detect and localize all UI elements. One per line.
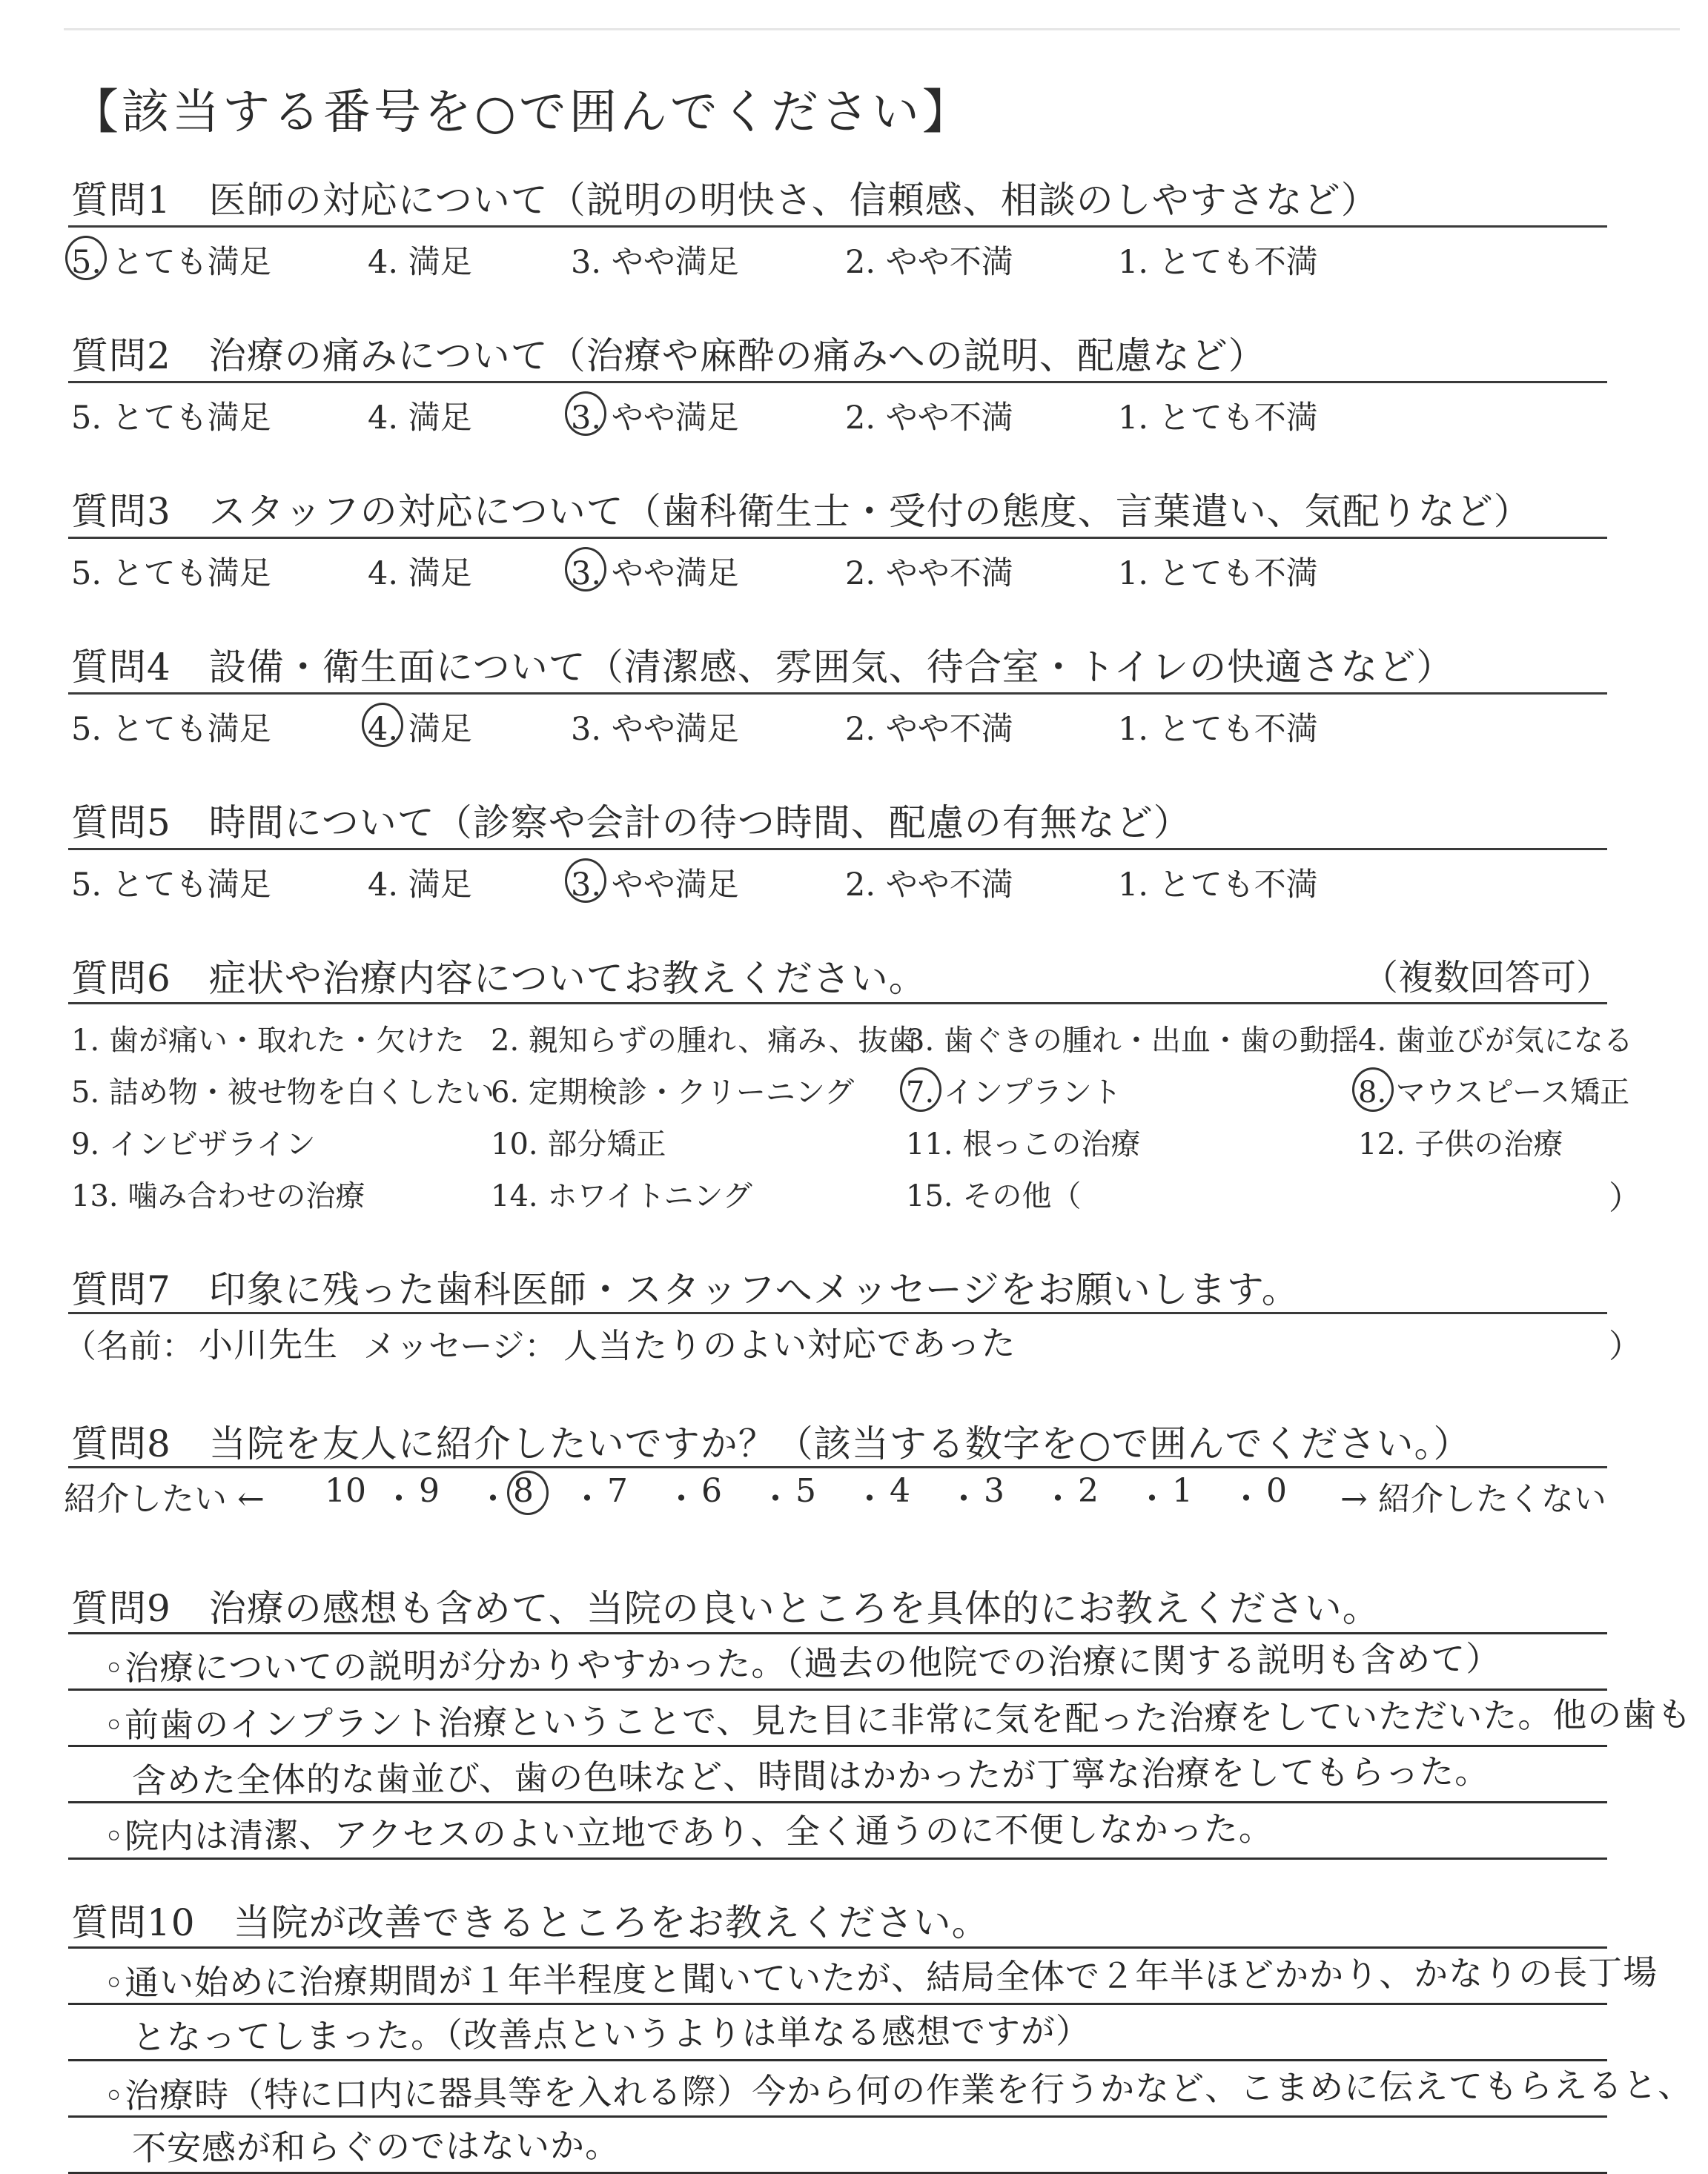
q6-option-13[interactable]: 13. 噛み合わせの治療 bbox=[71, 1179, 365, 1213]
q6-option-1[interactable]: 1. 歯が痛い・取れた・欠けた bbox=[71, 1024, 465, 1058]
q9-line-1: ◦治療についての説明が分かりやすかった。（過去の他院での治療に関する説明も含めて） bbox=[103, 1638, 1501, 1689]
q5-rule bbox=[68, 848, 1607, 850]
q6-rule bbox=[68, 1002, 1607, 1004]
q7-rule bbox=[68, 1312, 1607, 1314]
q2-option-3[interactable]: 3. やや満足 bbox=[571, 393, 739, 438]
q9-ruled-line bbox=[68, 1689, 1607, 1691]
q5-option-3[interactable]: 3. やや満足 bbox=[571, 860, 739, 905]
q3-rule bbox=[68, 537, 1607, 539]
q10-ruled-line bbox=[68, 2115, 1607, 2118]
q6-option-2[interactable]: 2. 親知らずの腫れ、痛み、抜歯 bbox=[491, 1024, 918, 1058]
q6-multi-note: （複数回答可） bbox=[1363, 957, 1612, 998]
q8-title: 質問8 当院を友人に紹介したいですか？（該当する数字を○で囲んでください。） bbox=[71, 1422, 1472, 1465]
q8-scale-separator: ・ bbox=[1230, 1480, 1262, 1518]
q6-option-9[interactable]: 9. インビザライン bbox=[71, 1127, 316, 1161]
q8-rule bbox=[68, 1466, 1607, 1468]
q9-ruled-line bbox=[68, 1801, 1607, 1803]
q6-option-4[interactable]: 4. 歯並びが気になる bbox=[1358, 1024, 1633, 1058]
q10-ruled-line bbox=[68, 2059, 1607, 2061]
q8-scale-3[interactable]: 3 bbox=[984, 1472, 1004, 1510]
q8-scale-separator: ・ bbox=[665, 1480, 698, 1518]
q4-title: 質問4 設備・衛生面について（清潔感、雰囲気、待合室・トイレの快適さなど） bbox=[71, 646, 1454, 689]
q8-scale-6[interactable]: 6 bbox=[701, 1472, 722, 1510]
q9-ruled-line bbox=[68, 1632, 1607, 1634]
q8-scale-separator: ・ bbox=[1042, 1480, 1074, 1518]
q1-rule bbox=[68, 225, 1607, 228]
q8-scale-10[interactable]: 10 bbox=[325, 1472, 366, 1510]
q8-scale-separator: ・ bbox=[477, 1480, 509, 1518]
q1-option-2[interactable]: 2. やや不満 bbox=[845, 244, 1013, 281]
q6-option-14[interactable]: 14. ホワイトニング bbox=[491, 1179, 752, 1213]
q10-line-3: ◦治療時（特に口内に器具等を入れる際）今から何の作業を行うかなど、こまめに伝えてもらえると、 bbox=[103, 2064, 1693, 2116]
q8-scale-0[interactable]: 0 bbox=[1266, 1472, 1287, 1510]
q5-option-2[interactable]: 2. やや不満 bbox=[845, 866, 1013, 904]
q8-left-label: 紹介したい ← bbox=[64, 1480, 265, 1518]
q9-line-3: 含めた全体的な歯並び、歯の色味など、時間はかかったが丁寧な治療をしてもらった。 bbox=[131, 1751, 1490, 1801]
q3-option-1[interactable]: 1. とても不満 bbox=[1118, 555, 1318, 592]
survey-heading: 【該当する番号を○で囲んでください】 bbox=[71, 85, 973, 140]
q3-option-4[interactable]: 4. 満足 bbox=[368, 555, 472, 592]
q2-option-5[interactable]: 5. とても満足 bbox=[71, 400, 271, 437]
q8-scale-separator: ・ bbox=[947, 1480, 980, 1518]
q8-scale-8[interactable]: 8 bbox=[513, 1472, 534, 1510]
q10-line-1: ◦通い始めに治療期間が１年半程度と聞いていたが、結局全体で２年半ほどかかり、かなりの長丁場 bbox=[103, 1952, 1658, 2004]
q4-option-2[interactable]: 2. やや不満 bbox=[845, 711, 1013, 748]
q1-option-4[interactable]: 4. 満足 bbox=[368, 244, 472, 281]
q7-name-label: （名前： bbox=[64, 1328, 194, 1365]
q7-name-value: 小川先生 bbox=[198, 1324, 339, 1365]
q4-option-1[interactable]: 1. とても不満 bbox=[1118, 711, 1318, 748]
q8-scale-separator: ・ bbox=[853, 1480, 886, 1518]
q8-right-label: → 紹介したくない bbox=[1340, 1480, 1606, 1518]
q8-scale-9[interactable]: 9 bbox=[419, 1472, 440, 1510]
q6-option-10[interactable]: 10. 部分矯正 bbox=[491, 1127, 666, 1161]
top-divider bbox=[64, 28, 1680, 30]
q6-option-7[interactable]: 7. インプラント bbox=[906, 1069, 1122, 1111]
q1-option-3[interactable]: 3. やや満足 bbox=[571, 244, 739, 281]
q8-scale-separator: ・ bbox=[383, 1480, 415, 1518]
q2-option-4[interactable]: 4. 満足 bbox=[368, 400, 472, 437]
q9-line-4: ◦院内は清潔、アクセスのよい立地であり、全く通うのに不便しなかった。 bbox=[103, 1808, 1274, 1857]
q4-rule bbox=[68, 692, 1607, 695]
q6-option-15[interactable]: 15. その他（ bbox=[906, 1179, 1082, 1213]
q6-option-11[interactable]: 11. 根っこの治療 bbox=[906, 1127, 1141, 1161]
q5-option-5[interactable]: 5. とても満足 bbox=[71, 866, 271, 904]
q5-option-1[interactable]: 1. とても不満 bbox=[1118, 866, 1318, 904]
q10-title: 質問10 当院が改善できるところをお教えください。 bbox=[71, 1901, 990, 1944]
q7-title: 質問7 印象に残った歯科医師・スタッフへメッセージをお願いします。 bbox=[71, 1268, 1300, 1311]
q7-message-label: メッセージ： bbox=[363, 1328, 557, 1365]
q6-option-6[interactable]: 6. 定期検診・クリーニング bbox=[491, 1076, 855, 1110]
q2-title: 質問2 治療の痛みについて（治療や麻酔の痛みへの説明、配慮など） bbox=[71, 334, 1266, 377]
q10-ruled-line bbox=[68, 1946, 1607, 1949]
q2-rule bbox=[68, 381, 1607, 383]
q8-scale-separator: ・ bbox=[759, 1480, 792, 1518]
q1-title: 質問1 医師の対応について（説明の明快さ、信頼感、相談のしやすさなど） bbox=[71, 179, 1379, 222]
q9-ruled-line bbox=[68, 1745, 1607, 1747]
q9-ruled-line bbox=[68, 1857, 1607, 1860]
q3-title: 質問3 スタッフの対応について（歯科衛生士・受付の態度、言葉遣い、気配りなど） bbox=[71, 490, 1532, 533]
q8-scale-1[interactable]: 1 bbox=[1172, 1472, 1193, 1510]
q6-option-3[interactable]: 3. 歯ぐきの腫れ・出血・歯の動揺 bbox=[906, 1024, 1359, 1058]
q4-option-3[interactable]: 3. やや満足 bbox=[571, 711, 739, 748]
q6-option-5[interactable]: 5. 詰め物・被せ物を白くしたい bbox=[71, 1076, 494, 1110]
q8-scale-separator: ・ bbox=[571, 1480, 603, 1518]
q7-message-value: 人当たりのよい対応であった bbox=[563, 1322, 1016, 1367]
q10-line-4: 不安感が和らぐのではないか。 bbox=[131, 2124, 620, 2169]
q5-option-4[interactable]: 4. 満足 bbox=[368, 866, 472, 904]
q3-option-5[interactable]: 5. とても満足 bbox=[71, 555, 271, 592]
q3-option-2[interactable]: 2. やや不満 bbox=[845, 555, 1013, 592]
q2-option-1[interactable]: 1. とても不満 bbox=[1118, 400, 1318, 437]
q9-line-2: ◦前歯のインプラント治療ということで、見た目に非常に気を配った治療をしていただいた。他の歯も bbox=[103, 1694, 1692, 1746]
q10-line-2: となってしまった。（改善点というよりは単なる感想ですが） bbox=[131, 2010, 1091, 2058]
q8-scale-4[interactable]: 4 bbox=[890, 1472, 910, 1510]
q8-scale-separator: ・ bbox=[1136, 1480, 1168, 1518]
q5-title: 質問5 時間について（診察や会計の待つ時間、配慮の有無など） bbox=[71, 801, 1191, 844]
q6-option-8[interactable]: 8. マウスピース矯正 bbox=[1358, 1069, 1629, 1111]
q9-title: 質問9 治療の感想も含めて、当院の良いところを具体的にお教えください。 bbox=[71, 1587, 1380, 1630]
q4-option-5[interactable]: 5. とても満足 bbox=[71, 711, 271, 748]
q8-scale-2[interactable]: 2 bbox=[1078, 1472, 1099, 1510]
q2-option-2[interactable]: 2. やや不満 bbox=[845, 400, 1013, 437]
q7-close-paren: ） bbox=[1609, 1328, 1641, 1365]
q10-ruled-line bbox=[68, 2003, 1607, 2005]
q8-scale-5[interactable]: 5 bbox=[795, 1472, 816, 1510]
q8-scale-7[interactable]: 7 bbox=[607, 1472, 628, 1510]
q6-option-12[interactable]: 12. 子供の治療 bbox=[1358, 1127, 1563, 1161]
q1-option-1[interactable]: 1. とても不満 bbox=[1118, 244, 1318, 281]
q3-option-3[interactable]: 3. やや満足 bbox=[571, 549, 739, 594]
q1-option-5[interactable]: 5. とても満足 bbox=[71, 237, 271, 282]
q6-title: 質問6 症状や治療内容についてお教えください。 bbox=[71, 957, 927, 1000]
q6-close-paren: ） bbox=[1609, 1179, 1641, 1217]
q4-option-4[interactable]: 4. 満足 bbox=[368, 704, 472, 749]
